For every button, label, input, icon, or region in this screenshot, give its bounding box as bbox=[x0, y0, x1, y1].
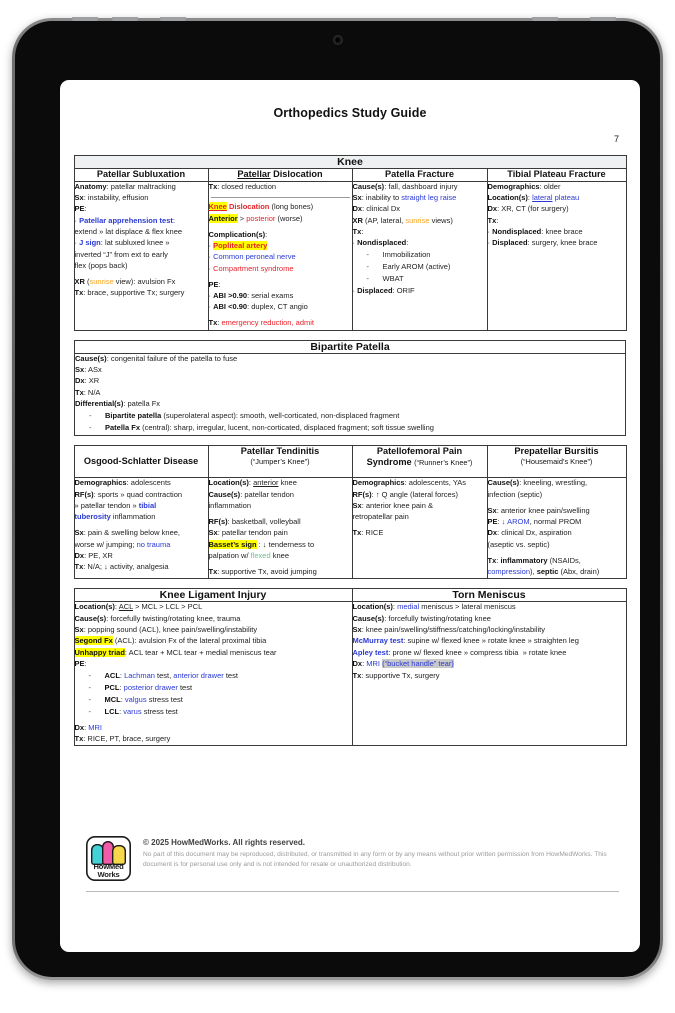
col-subtitle: (“Runner’s Knee”) bbox=[414, 458, 473, 468]
divider bbox=[211, 197, 350, 198]
page-title: Orthopedics Study Guide bbox=[273, 106, 427, 120]
list-item: - MCL: valgus stress test bbox=[105, 695, 352, 706]
list-item: - PCL: posterior drawer test bbox=[105, 683, 352, 694]
header-torn-meniscus: Torn Meniscus bbox=[352, 589, 626, 602]
column-header-patellar-dislocation bbox=[208, 169, 352, 182]
page-footer bbox=[86, 836, 619, 892]
list-item: - Early AROM (active) bbox=[383, 262, 487, 273]
col-header-underlined-part: Patellar bbox=[237, 169, 271, 179]
list-item: - ACL: Lachman test, anterior drawer test bbox=[105, 671, 352, 682]
column-header-patellar-tendinitis bbox=[208, 445, 352, 478]
logo-text-line1: HowMed bbox=[93, 862, 124, 871]
knee-table-banner: Knee bbox=[74, 156, 626, 169]
page-number: 7 bbox=[613, 134, 619, 144]
col-title: Prepatellar Bursitis bbox=[514, 445, 599, 456]
col-title: Patellar Tendinitis bbox=[240, 445, 320, 456]
column-header-patellofemoral-pain-syndrome bbox=[352, 445, 487, 478]
knee-table bbox=[60, 155, 640, 331]
list-item: - LCL: varus stress test bbox=[105, 707, 352, 718]
col-subtitle: (“Jumper’s Knee”) bbox=[250, 457, 310, 467]
col-title-line2: Syndrome bbox=[366, 457, 412, 468]
col-subtitle: (“Housemaid’s Knee”) bbox=[520, 457, 593, 467]
list-item: - WBAT bbox=[383, 274, 487, 285]
tablet-device-frame bbox=[12, 18, 663, 980]
column-header-prepatellar-bursitis bbox=[487, 445, 626, 478]
disclaimer-text: No part of this document may be reproduced, distributed, or transmitted in any form or by any means without prior written permission from HowMedWorks. This document is for personal use only and is not intended for resale or unauthorized distribution. bbox=[143, 851, 607, 868]
col-title-line1: Patellofemoral Pain bbox=[376, 445, 463, 456]
col-header-rest-part: Dislocation bbox=[270, 169, 323, 179]
front-camera-icon bbox=[333, 35, 343, 45]
logo-text-line2: Works bbox=[97, 870, 120, 879]
cell-torn-meniscus: Location(s): medial meniscus > lateral meniscus Cause(s): forcefully twisting/rotating knee Sx: knee pain/swelling/stiffness/catching/locking/instability McMurray test: supine w/ flexed knee » rotate knee » straighten leg Apley test: prone w/ flexed knee » compress tibia » rotate knee Dx: MRI (“bucket handle” tear) Tx: supportive Tx, surgery bbox=[352, 602, 626, 746]
list-item: - Immobilization bbox=[383, 250, 487, 261]
bipartite-patella-table bbox=[60, 340, 640, 436]
column-header-tibial-plateau-fracture: Tibial Plateau Fracture bbox=[487, 169, 626, 182]
ligament-meniscus-table bbox=[60, 588, 640, 746]
cell-prepatellar-bursitis: Cause(s): kneeling, wrestling, infection (septic) Sx: anterior knee pain/swelling PE: ↓ AROM, normal PROM Dx: clinical Dx, aspiration (aseptic vs. septic) Tx: inflammatory (NSAIDs, compression), septic (Abx, drain) bbox=[487, 478, 626, 579]
cell-patellar-dislocation: Tx: closed reduction Knee Dislocation (long bones) Anterior > posterior (worse) Complication(s): · Popliteal artery · Common peroneal nerve · Compartment syndrome PE: · ABI >0.90: serial exams · ABI <0.90: duplex, CT angio Tx: emergency reduction, admit bbox=[208, 181, 352, 330]
cell-patellofemoral-pain-syndrome: Demographics: adolescents, YAs RF(s): ↑ Q angle (lateral forces) Sx: anterior knee pain & retropatellar pain Tx: RICE bbox=[352, 478, 487, 579]
howmedworks-logo-icon bbox=[86, 836, 131, 881]
column-header-osgood-schlatter: Osgood-Schlatter Disease bbox=[74, 445, 208, 478]
cell-bipartite-patella: Cause(s): congenital failure of the patella to fuse Sx: ASx Dx: XR Tx: N/A Differential(s): patella Fx - Bipartite patella (superolateral aspect): smooth, well-corticated, non-displaced fragment - Patella Fx (central): sharp, irregular, lucent, non-corticated, displaced fragment; soft tissue swelling bbox=[75, 353, 626, 435]
footer-divider bbox=[86, 891, 619, 892]
overuse-conditions-table bbox=[60, 445, 640, 580]
column-header-patellar-subluxation: Patellar Subluxation bbox=[74, 169, 208, 182]
cell-osgood-schlatter: Demographics: adolescents RF(s): sports » quad contraction » patellar tendon » tibial tuberosity inflammation Sx: pain & swelling below knee, worse w/ jumping; no trauma Dx: PE, XR Tx: N/A; ↓ activity, analgesia bbox=[74, 478, 208, 579]
document-page bbox=[60, 80, 640, 952]
copyright-line: © 2025 HowMedWorks. All rights reserved. bbox=[143, 838, 305, 847]
cell-patella-fracture: Cause(s): fall, dashboard injury Sx: inability to straight leg raise Dx: clinical Dx XR (AP, lateral, sunrise views) Tx: · Nondisplaced: - Immobilization - Early AROM (active) - WBAT · Displaced: ORIF bbox=[352, 181, 487, 330]
column-header-patella-fracture: Patella Fracture bbox=[352, 169, 487, 182]
cell-knee-ligament-injury: Location(s): ACL > MCL > LCL > PCL Cause(s): forcefully twisting/rotating knee, trauma Sx: popping sound (ACL), knee pain/swelling/instability Segond Fx (ACL): avulsion Fx of the lateral proximal tibia Unhappy triad: ACL tear + MCL tear + medial meniscus tear PE: - ACL: Lachman test, anterior drawer test - PCL: posterior drawer test - MCL: valgus stress test - LCL: varus stress test Dx: MRI Tx: RICE, PT, brace, surgery bbox=[74, 602, 352, 746]
list-item: - Patella Fx (central): sharp, irregular, lucent, non-corticated, displaced fragment; soft tissue swelling bbox=[105, 423, 625, 434]
header-knee-ligament-injury: Knee Ligament Injury bbox=[74, 589, 352, 602]
cell-tibial-plateau-fracture: Demographics: older Location(s): lateral plateau Dx: XR, CT (for surgery) Tx: · Nondisplaced: knee brace · Displaced: surgery, knee brace bbox=[487, 181, 626, 330]
bipartite-banner: Bipartite Patella bbox=[75, 340, 626, 353]
list-item: - Bipartite patella (superolateral aspect): smooth, well-corticated, non-displaced fragment bbox=[105, 411, 625, 422]
cell-patellar-subluxation: Anatomy: patellar maltracking Sx: instability, effusion PE: · Patellar apprehension test: extend » lat displace & flex knee · J sign: lat subluxed knee » inverted “J” from ext to early flex (pops back) XR (sunrise view): avulsion Fx Tx: brace, supportive Tx; surgery bbox=[74, 181, 208, 330]
cell-patellar-tendinitis: Location(s): anterior knee Cause(s): patellar tendon inflammation RF(s): basketball, volleyball Sx: patellar tendon pain Basset’s sign : ↓ tenderness to palpation w/ flexed knee Tx: supportive Tx, avoid jumping bbox=[208, 478, 352, 579]
